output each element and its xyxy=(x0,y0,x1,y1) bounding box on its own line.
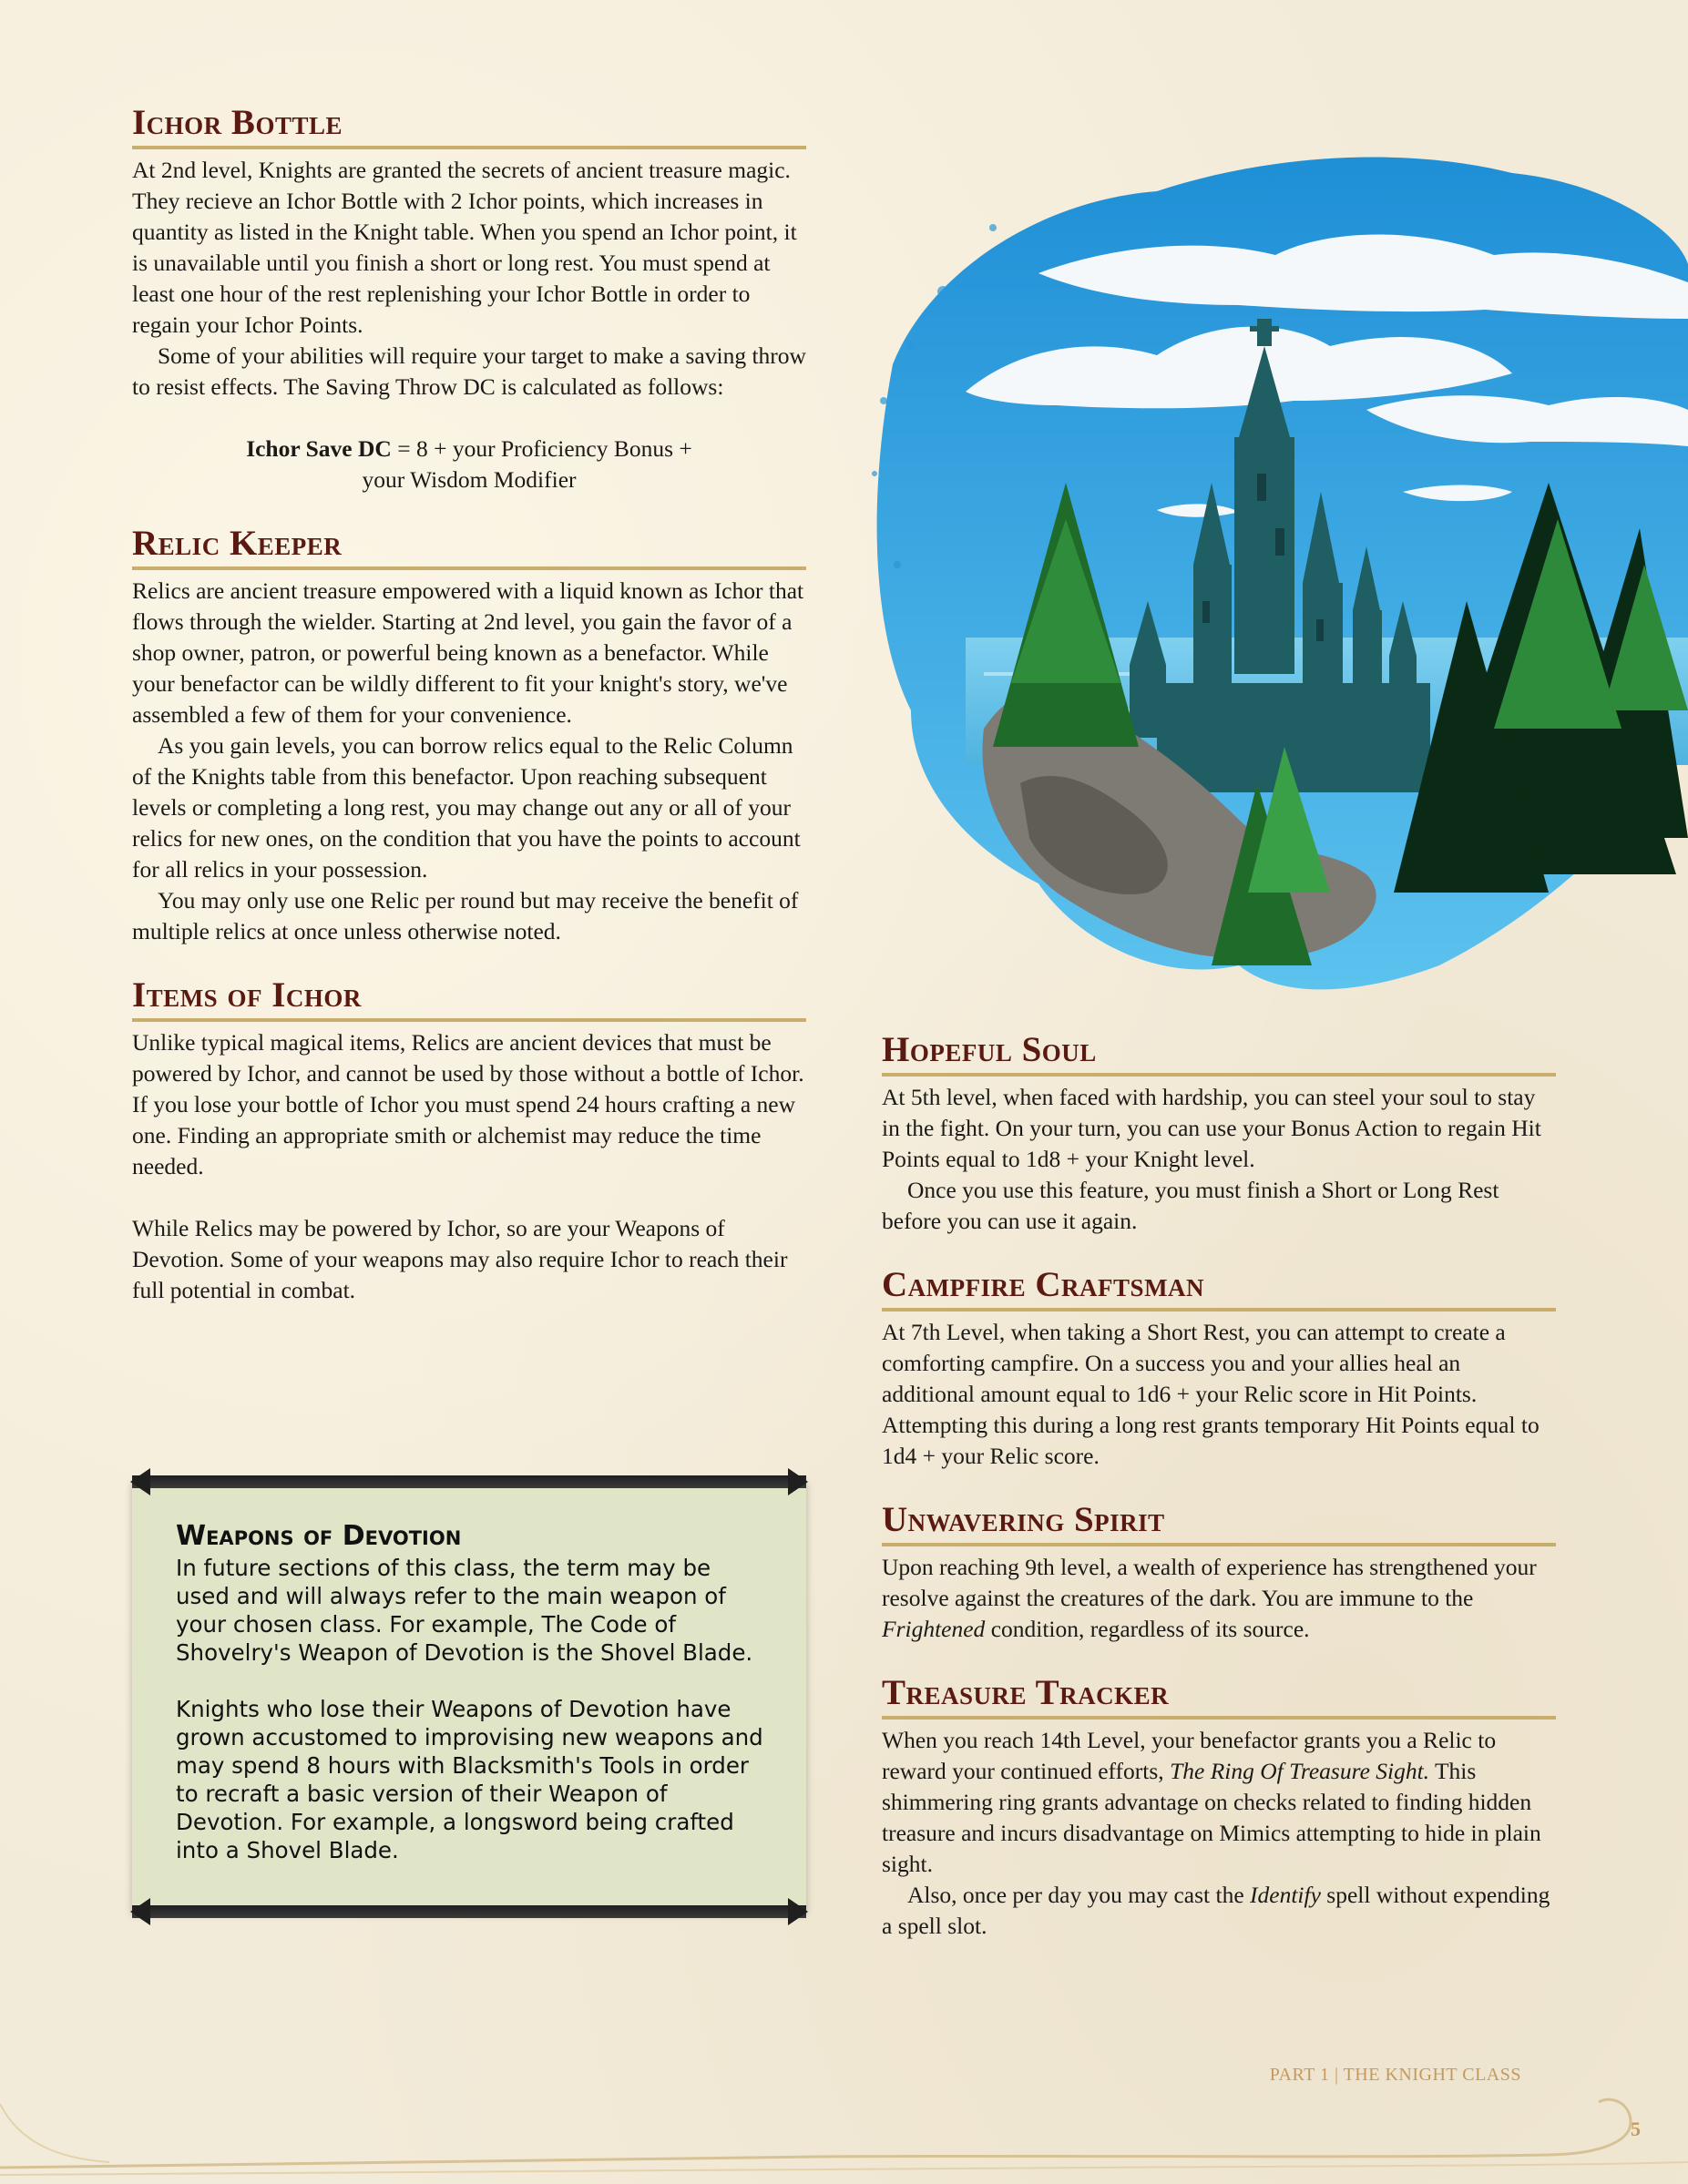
heading-treasure-tracker: Treasure Tracker xyxy=(882,1672,1556,1720)
heading-relic-keeper: Relic Keeper xyxy=(132,523,806,570)
paragraph: At 5th level, when faced with hardship, you can steel your soul to stay in the fight. On your turn, you can use your Bonus Action to regain Hit Points equal to 1d8 + your Knight level. xyxy=(882,1084,1541,1172)
paragraph: At 7th Level, when taking a Short Rest, you can attempt to create a comforting campfire. On a success you and your allies heal an additional amount equal to 1d6 + your Relic score in Hit Points. Attempting this during a long rest grants temporary Hit Points equal to 1d4 + your Relic score. xyxy=(882,1319,1540,1469)
heading-campfire-craftsman: Campfire Craftsman xyxy=(882,1264,1556,1311)
paragraph: Unlike typical magical items, Relics are ancient devices that must be powered by Ichor, and cannot be used by those without a bottle of Ichor. If you lose your bottle of Ichor you must spend 24 hours crafting a new one. Finding an appropriate smith or alchemist may reduce the time needed. xyxy=(132,1029,804,1179)
page-number: 5 xyxy=(1631,2118,1641,2140)
formula-line-2: your Wisdom Modifier xyxy=(362,466,577,493)
condition-name: Frightened xyxy=(882,1616,986,1642)
right-column xyxy=(882,1029,1556,1969)
section-unwavering-spirit xyxy=(882,1499,1556,1645)
paragraph: While Relics may be powered by Ichor, so are your Weapons of Devotion. Some of your weapons may also require Ichor to reach their full potential in combat. xyxy=(132,1215,788,1303)
note-bottom-bar xyxy=(132,1905,806,1918)
heading-ichor-bottle: Ichor Bottle xyxy=(132,102,806,149)
paragraph: As you gain levels, you can borrow relics equal to the Relic Column of the Knights table from this benefactor. Upon reaching subsequent levels or completing a long rest, you may change out any or all of your relics for new ones, on the condition that you have the points to account for all relics in your possession. xyxy=(132,732,801,883)
section-ichor-bottle xyxy=(132,102,806,495)
note-weapons-of-devotion xyxy=(132,1468,806,1925)
heading-unwavering-spirit: Unwavering Spirit xyxy=(882,1499,1556,1546)
paragraph: Relics are ancient treasure empowered with a liquid known as Ichor that flows through the wielder. Starting at 2nd level, you gain the favor of a shop owner, patron, or powerful being known as a benefactor. While your benefactor can be wildly different to fit your knight's story, we've assembled a few of them for your convenience. xyxy=(132,577,804,728)
spell-name: Identify xyxy=(1250,1882,1321,1908)
paragraph: You may only use one Relic per round but may receive the benefit of multiple relics at once unless otherwise noted. xyxy=(132,887,799,944)
section-campfire-craftsman xyxy=(882,1264,1556,1472)
note-paragraph: Knights who lose their Weapons of Devotion have grown accustomed to improvising new weapons and may spend 8 hours with Blacksmith's Tools in order to recraft a basic version of their Weapon of Devotion. For example, a longsword being crafted into a Shovel Blade. xyxy=(176,1696,763,1863)
paragraph: Some of your abilities will require your target to make a saving throw to resist effects. The Saving Throw DC is calculated as follows: xyxy=(132,342,806,400)
section-items-of-ichor xyxy=(132,975,806,1306)
footer-label: PART 1 | THE KNIGHT CLASS xyxy=(1269,2065,1521,2085)
section-relic-keeper xyxy=(132,523,806,947)
heading-items-of-ichor: Items of Ichor xyxy=(132,975,806,1022)
paragraph: Also, once per day you may cast the Identify spell without expending a spell slot. xyxy=(882,1882,1550,1939)
paragraph: Upon reaching 9th level, a wealth of experience has strengthened your resolve against the creatures of the dark. You are immune to the Frightened condition, regardless of its source. xyxy=(882,1554,1537,1642)
castle-illustration xyxy=(856,91,1688,1011)
formula-label: Ichor Save DC xyxy=(246,435,392,462)
note-paragraph: In future sections of this class, the term may be used and will always refer to the main weapon of your chosen class. For example, The Code of Shovelry's Weapon of Devotion is the Shovel Blade. xyxy=(176,1555,753,1666)
section-hopeful-soul xyxy=(882,1029,1556,1237)
note-box xyxy=(132,1481,806,1913)
formula-line-1: = 8 + your Proficiency Bonus + xyxy=(391,435,692,462)
heading-hopeful-soul: Hopeful Soul xyxy=(882,1029,1556,1077)
note-title: Weapons of Devotion xyxy=(176,1520,462,1552)
paragraph: At 2nd level, Knights are granted the secrets of ancient treasure magic. They recieve an Ichor Bottle with 2 Ichor points, which increases in quantity as listed in the Knight table. When you spend an Ichor point, it is unavailable until you finish a short or long rest. You must spend at least one hour of the rest replenishing your Ichor Bottle in order to regain your Ichor Points. xyxy=(132,157,797,338)
paragraph: Once you use this feature, you must finish a Short or Long Rest before you can use it again. xyxy=(882,1177,1499,1234)
note-top-bar xyxy=(132,1475,806,1488)
save-dc-formula xyxy=(132,434,806,495)
section-treasure-tracker xyxy=(882,1672,1556,1942)
relic-name: The Ring Of Treasure Sight. xyxy=(1170,1758,1430,1784)
paragraph: When you reach 14th Level, your benefactor grants you a Relic to reward your continued efforts, The Ring Of Treasure Sight. This shimmering ring grants advantage on checks related to finding hidden treasure and incurs disadvantage on Mimics attempting to hide in plain sight. xyxy=(882,1727,1541,1877)
left-column xyxy=(132,102,806,1333)
